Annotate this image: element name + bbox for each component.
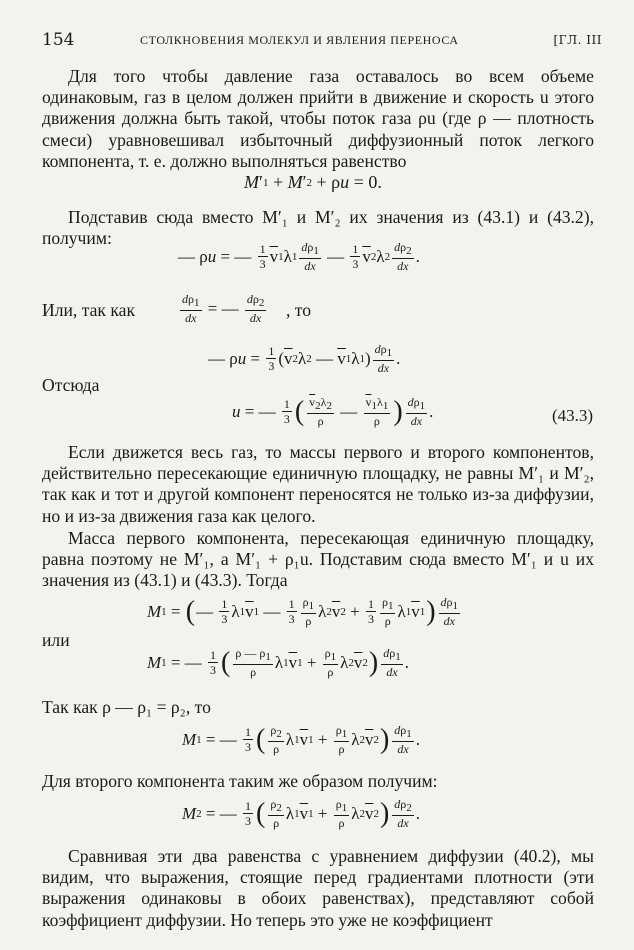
paragraph-5: Если движется весь газ, то массы первого и второго компонентов, действительно пересекающие единичную площадку, не равны M′₁ и M′₂, так как и тот и другой компонент переносятся не только из-за диффузии, но и из-за движения газа как целого.: [42, 442, 594, 526]
paragraph-2: Подставив сюда вместо M′₁ и M′₂ их значения из (43.1) и (43.2), получим:: [42, 207, 594, 249]
equation-gradients: $\frac{d\rho 1}{dx}$ = — $\frac{d\rho 2}{dx}$: [182, 292, 265, 325]
equation-m1-final: M 1 = — $\frac{1}{3}$ ( $\frac{\rho 2}{\rho}$ λ 1 $\overline{v}$ 1 + $\frac{\rho 1}{\rho}$ λ 2 $\overline{v}$ 2 ) $\frac{d\rho 1}{dx}$ .: [182, 723, 421, 756]
paragraph-3-start: Или, так как: [42, 300, 135, 320]
equation-rho-u-2: — ρ u = $\frac{1}{3}$ ( $\overline{v}$ 2 λ 2 — $\overline{v}$ 1 λ 1 ) $\frac{d\rho 1}{dx}$ .: [208, 342, 401, 375]
paragraph-9: Для второго компонента таким же образом получим:: [42, 771, 438, 791]
paragraph-7: или: [42, 630, 70, 650]
page-number: 154: [42, 30, 75, 50]
page-header: [42, 30, 602, 50]
paragraph-10: Сравнивая эти два равенства с уравнением диффузии (40.2), мы видим, что выражения, стоящие перед градиентами плотности (эти выражения одинаковы в обоих равенствах), представляют собой коэффициент диффузии. Но теперь это уже не коэффициент: [42, 846, 594, 930]
equation-m1: M 1 = ( — $\frac{1}{3}$ λ 1 $\overline{v}$ 1 — $\frac{1}{3}$ $\frac{\rho 1}{\rho}$ λ 2 $\overline{v}$ 2 + $\frac{1}{3}$ $\frac{\rho 1}{\rho}$ λ 1 $\overline{v}$ 1 ) $\frac{d\rho 1}{dx}$: [147, 595, 459, 628]
equation-m2-final: M 2 = — $\frac{1}{3}$ ( $\frac{\rho 2}{\rho}$ λ 1 $\overline{v}$ 1 + $\frac{\rho 1}{\rho}$ λ 2 $\overline{v}$ 2 ) $\frac{d\rho 2}{dx}$ .: [182, 797, 421, 830]
equation-m1-alt: M 1 = — $\frac{1}{3}$ ( $\frac{\rho — \rho 1}{\rho}$ λ 1 $\overline{v}$ 1 + $\frac{\rho 1}{\rho}$ λ 2 $\overline{v}$ 2 ) $\frac{d\rho 1}{dx}$ .: [147, 646, 409, 679]
running-title: СТОЛКНОВЕНИЯ МОЛЕКУЛ И ЯВЛЕНИЯ ПЕРЕНОСА: [140, 33, 459, 47]
paragraph-4: Отсюда: [42, 375, 100, 395]
paragraph-3-end: , то: [286, 300, 312, 320]
equation-velocity: u = — $\frac{1}{3}$ ( $\frac{\overline{v}2\lambda 2}{\rho}$ — $\frac{\overline{v}1\lambda 1}{\rho}$ ) $\frac{d\rho 1}{dx}$ .: [232, 395, 434, 428]
equation-rho-u: — ρ u = — $\frac{1}{3}$ $\overline{v}$ 1 λ 1 $\frac{d\rho 1}{dx}$ — $\frac{1}{3}$ $\overline{v}$ 2 λ 2 $\frac{d\rho 2}{dx}$ .: [178, 240, 420, 273]
paragraph-8: Так как ρ — ρ₁ = ρ₂, то: [42, 697, 211, 717]
chapter-label: [ГЛ. III: [553, 33, 602, 47]
paragraph-1: Для того чтобы давление газа оставалось во всем объеме одинаковым, газ в целом должен прийти в движение и скорость u этого движения должна быть такой, чтобы поток газа ρu (где ρ — плотность смеси) уравновешивал избыточный диффузионный поток легкого компонента, т. е. должно выполняться равенство: [42, 66, 594, 171]
paragraph-6: Масса первого компонента, пересекающая единичную площадку, равна поэтому не M′₁, а M′₁ + ρ₁u. Подставим сюда вместо M′₁ и u их значения из (43.1) и (43.3). Тогда: [42, 528, 594, 591]
equation-number: (43.3): [552, 406, 594, 425]
equation-balance: M ′ 1 + M ′ 2 + ρ u = 0.: [244, 172, 382, 192]
